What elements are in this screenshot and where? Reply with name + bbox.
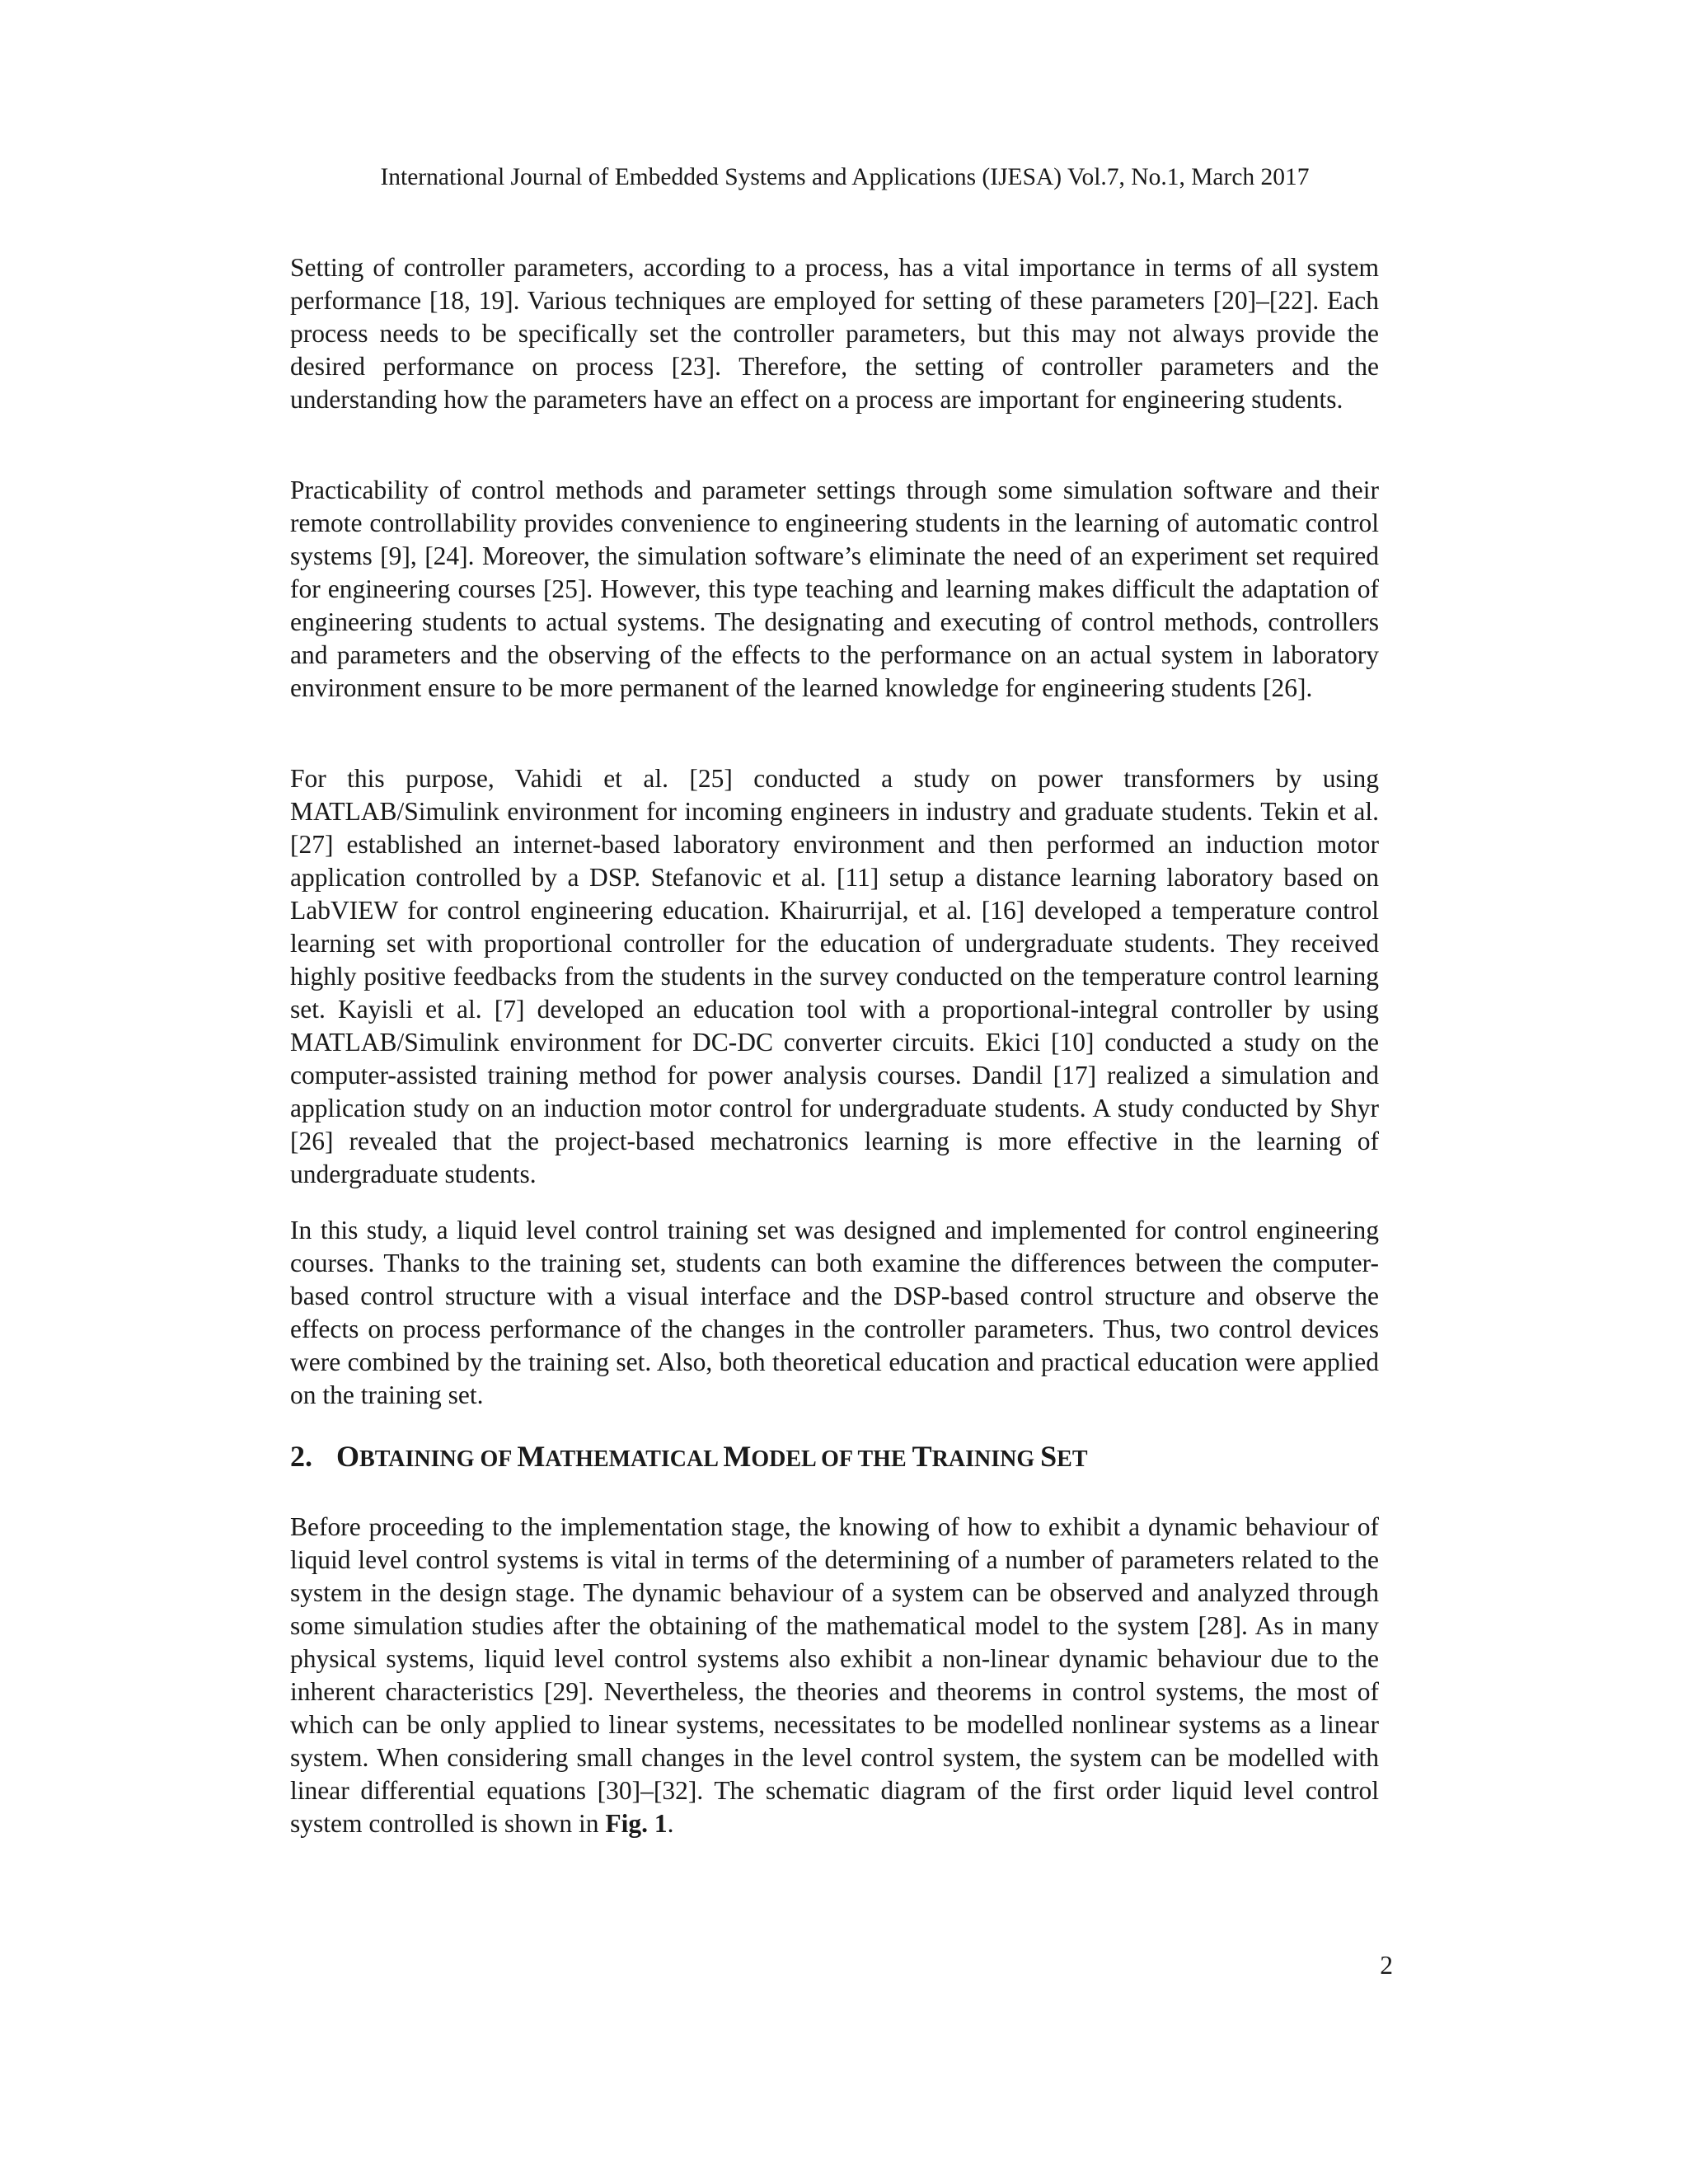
paragraph-controller-parameters: Setting of controller parameters, according to a process, has a vital importance in terms of all system performance [18, 19]. Various techniques are employed for setting of these parameters [20]–[22]. Each process needs to be specifically set the controller parameters, but this may not always provide the desired performance on process [23]. Therefore, the setting of controller parameters and the understanding how the parameters have an effect on a process are important for engineering students. bbox=[290, 253, 1379, 414]
heading-cap-t: T bbox=[912, 1440, 932, 1473]
heading-part-btaining-of: BTAINING OF bbox=[359, 1446, 518, 1472]
paragraph-mathematical-model bbox=[290, 1511, 1379, 1840]
paragraph-end-period: . bbox=[667, 1809, 674, 1838]
paragraph-simulation-software: Practicability of control methods and parameter settings through some simulation software and their remote controllability provides convenience to engineering students in the learning of automatic control systems [9], [24]. Moreover, the simulation software’s eliminate the need of an experiment set required for engineering courses [25]. However, this type teaching and learning makes difficult the adaptation of engineering students to actual systems. The designating and executing of control methods, controllers and parameters and the observing of the effects to the performance on an actual system in laboratory environment ensure to be more permanent of the learned knowledge for engineering students [26]. bbox=[290, 476, 1379, 702]
heading-part-raining: RAINING bbox=[931, 1446, 1041, 1472]
section-number: 2. bbox=[290, 1440, 312, 1473]
paragraph-related-studies: For this purpose, Vahidi et al. [25] conducted a study on power transformers by using MATLAB/Simulink environment for incoming engineers in industry and graduate students. Tekin et al. [27] established an internet-based laboratory environment and then performed an induction motor application controlled by a DSP. Stefanovic et al. [11] setup a distance learning laboratory based on LabVIEW for control engineering education. Khairurrijal, et al. [16] developed a temperature control learning set with proportional controller for the education of undergraduate students. They received highly positive feedbacks from the students in the survey conducted on the temperature control learning set. Kayisli et al. [7] developed an education tool with a proportional-integral controller by using MATLAB/Simulink environment for DC-DC converter circuits. Ekici [10] conducted a study on the computer-assisted training method for power analysis courses. Dandil [17] realized a simulation and application study on an induction motor control for undergraduate students. A study conducted by Shyr [26] revealed that the project-based mechatronics learning is more effective in the learning of undergraduate students. bbox=[290, 764, 1379, 1188]
heading-cap-s: S bbox=[1040, 1440, 1057, 1473]
running-header: International Journal of Embedded Systems and Applications (IJESA) Vol.7, No.1, March 2017 bbox=[380, 164, 1310, 190]
section-2-heading bbox=[290, 1436, 1379, 1479]
heading-cap-m2: M bbox=[723, 1440, 752, 1473]
heading-part-odel-of-the: ODEL OF THE bbox=[751, 1446, 912, 1472]
figure-reference: Fig. 1 bbox=[605, 1809, 668, 1838]
heading-cap-o: O bbox=[336, 1440, 360, 1473]
heading-part-et: ET bbox=[1057, 1446, 1088, 1472]
heading-part-athematical: ATHEMATICAL bbox=[545, 1446, 724, 1472]
paragraph-this-study: In this study, a liquid level control training set was designed and implemented for control engineering courses. Thanks to the training set, students can both examine the differences between the computer-based control structure with a visual interface and the DSP-based control structure and observe the effects on process performance of the changes in the controller parameters. Thus, two control devices were combined by the training set. Also, both theoretical education and practical education were applied on the training set. bbox=[290, 1216, 1379, 1409]
paragraph-mathematical-model-text: Before proceeding to the implementation stage, the knowing of how to exhibit a dynamic behaviour of liquid level control systems is vital in terms of the determining of a number of parameters related to the system in the design stage. The dynamic behaviour of a system can be observed and analyzed through some simulation studies after the obtaining of the mathematical model to the system [28]. As in many physical systems, liquid level control systems also exhibit a non-linear dynamic behaviour due to the inherent characteristics [29]. Nevertheless, the theories and theorems in control systems, the most of which can be only applied to linear systems, necessitates to be modelled nonlinear systems as a linear system. When considering small changes in the level control system, the system can be modelled with linear differential equations [30]–[32]. The schematic diagram of the first order liquid level control system controlled is shown in bbox=[290, 1512, 1379, 1838]
heading-cap-m1: M bbox=[517, 1440, 546, 1473]
page-number: 2 bbox=[1380, 1951, 1393, 1980]
